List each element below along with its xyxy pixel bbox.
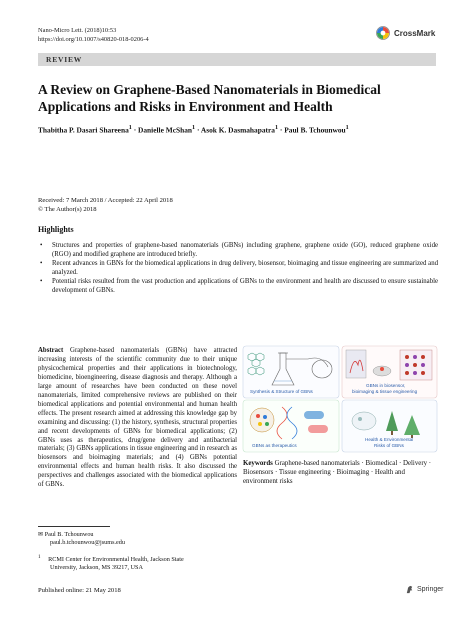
highlights-heading: Highlights [38, 225, 74, 234]
corresponding-author: Paul B. Tchounwou [44, 531, 94, 538]
graphical-abstract [242, 345, 438, 453]
panel-label-synthesis: Synthesis & Structure of GBNs [250, 389, 313, 394]
author-name[interactable]: Danielle McShan [138, 125, 193, 135]
corresponding-email[interactable]: paul.b.tchounwou@jsums.edu [50, 539, 125, 547]
received-accepted: Received: 7 March 2018 / Accepted: 22 April 2018 [38, 197, 173, 204]
highlights-list [38, 242, 438, 297]
nanoparticle-icon [250, 408, 274, 432]
abstract-text: Graphene-based nanomaterials (GBNs) have attracted increasing interests of the scientific community due to their unique physicochemical properties and their applications in biotechnology, biomedicine, bioengineering, disease diagnosis and therapy. Although a large amount of researches have been conducted on these novel nanomaterials, limited comprehensive reviews are published on their biomedical applications and potential environmental and human health effects. The present research aimed at addressing this knowledge gap by examining and discussing: (1) the history, synthesis, structural properties and recent developments of GBNs for biomedical applications; (2) GBNs uses as therapeutics, drug/gene delivery and antibacterial materials; (3) GBNs applications in tissue engineering and in research as biosensors and bioimaging materials; and (4) GBNs potential environmental effects and human health risks. It also discussed the perspectives and challenges associated with the biomedical applications of GBNs. [38, 347, 237, 489]
keywords-text: Graphene-based nanomaterials · Biomedical · Delivery · Biosensors · Tissue engineering · Bioimaging · Health and environment risks [243, 460, 432, 485]
correspondence [38, 531, 125, 548]
author-name[interactable]: Paul B. Tchounwou [284, 125, 346, 135]
panel-label-biosensor: GBNs in biosensor, [366, 383, 406, 388]
panel-label-risks-2: Risks of GBNs [374, 443, 404, 448]
panel-label-risks-1: Health & Environmental [365, 437, 414, 442]
panel-label-bioimaging: bioimaging & tissue engineering [352, 389, 418, 394]
author-separator: · [131, 125, 139, 135]
abstract [38, 347, 237, 490]
keywords-label: Keywords [243, 460, 273, 467]
author-affil-sup: 1 [192, 125, 196, 131]
author-affil-sup: 1 [274, 125, 279, 131]
crossmark-label: CrossMark [394, 28, 436, 38]
author-affil-sup: 1 [345, 125, 349, 131]
crossmark-icon [376, 26, 390, 40]
graphical-abstract-svg [242, 345, 438, 453]
panel-label-therapeutics: GBNs as therapeutics [252, 443, 297, 448]
highlight-item: • Recent advances in GBNs for the biomedical applications in drug delivery, biosensor, bioimaging and tissue engineering are summarized and analyzed. [38, 260, 438, 277]
journal-citation: Nano-Micro Lett. (2018)10:53 [38, 27, 117, 34]
author-separator: · [278, 125, 285, 135]
journal-header [38, 26, 149, 44]
article-dates [38, 197, 173, 214]
affil-line-1: RCMI Center for Environmental Health, Jackson State [48, 556, 184, 564]
author-name[interactable]: Asok K. Dasmahapatra [200, 125, 275, 135]
copyright: © The Author(s) 2018 [38, 205, 97, 213]
publisher-name: Springer [417, 586, 444, 593]
highlight-item: • Structures and properties of graphene-based nanomaterials (GBNs) including graphene, graphene oxide (GO), reduced graphene oxide (RGO) and modified graphene are introduced briefly. [38, 242, 438, 259]
article-type: REVIEW [46, 55, 83, 64]
author-list [38, 125, 438, 134]
author-affil-sup: 1 [128, 125, 132, 131]
springer-horse-icon [405, 585, 414, 594]
affil-sup: 1 [38, 554, 41, 560]
cell-grid-icon [400, 350, 432, 380]
publisher-logo[interactable] [405, 585, 443, 594]
affil-line-2: University, Jackson, MS 39217, USA [50, 564, 143, 572]
highlight-item: • Potential risks resulted from the vast production and applications of GBNs to the environment and health are discussed to ensure sustainable development of GBNs. [38, 278, 438, 295]
crossmark-badge[interactable] [376, 26, 435, 40]
keywords [243, 460, 438, 487]
envelope-icon: ✉ [38, 531, 44, 538]
published-date: Published online: 21 May 2018 [38, 587, 121, 594]
doi-link[interactable]: https://doi.org/10.1007/s40820-018-0206-4 [38, 36, 149, 43]
author-name[interactable]: Thabitha P. Dasari Shareena [38, 125, 129, 135]
article-title: A Review on Graphene-Based Nanomaterials in Biomedical Applications and Risks in Environment and Health [38, 82, 381, 114]
footnote-divider [38, 526, 110, 527]
article-type-bar [38, 53, 436, 66]
abstract-label: Abstract [38, 347, 64, 354]
author-separator: · [195, 125, 201, 135]
affiliation [38, 553, 184, 573]
